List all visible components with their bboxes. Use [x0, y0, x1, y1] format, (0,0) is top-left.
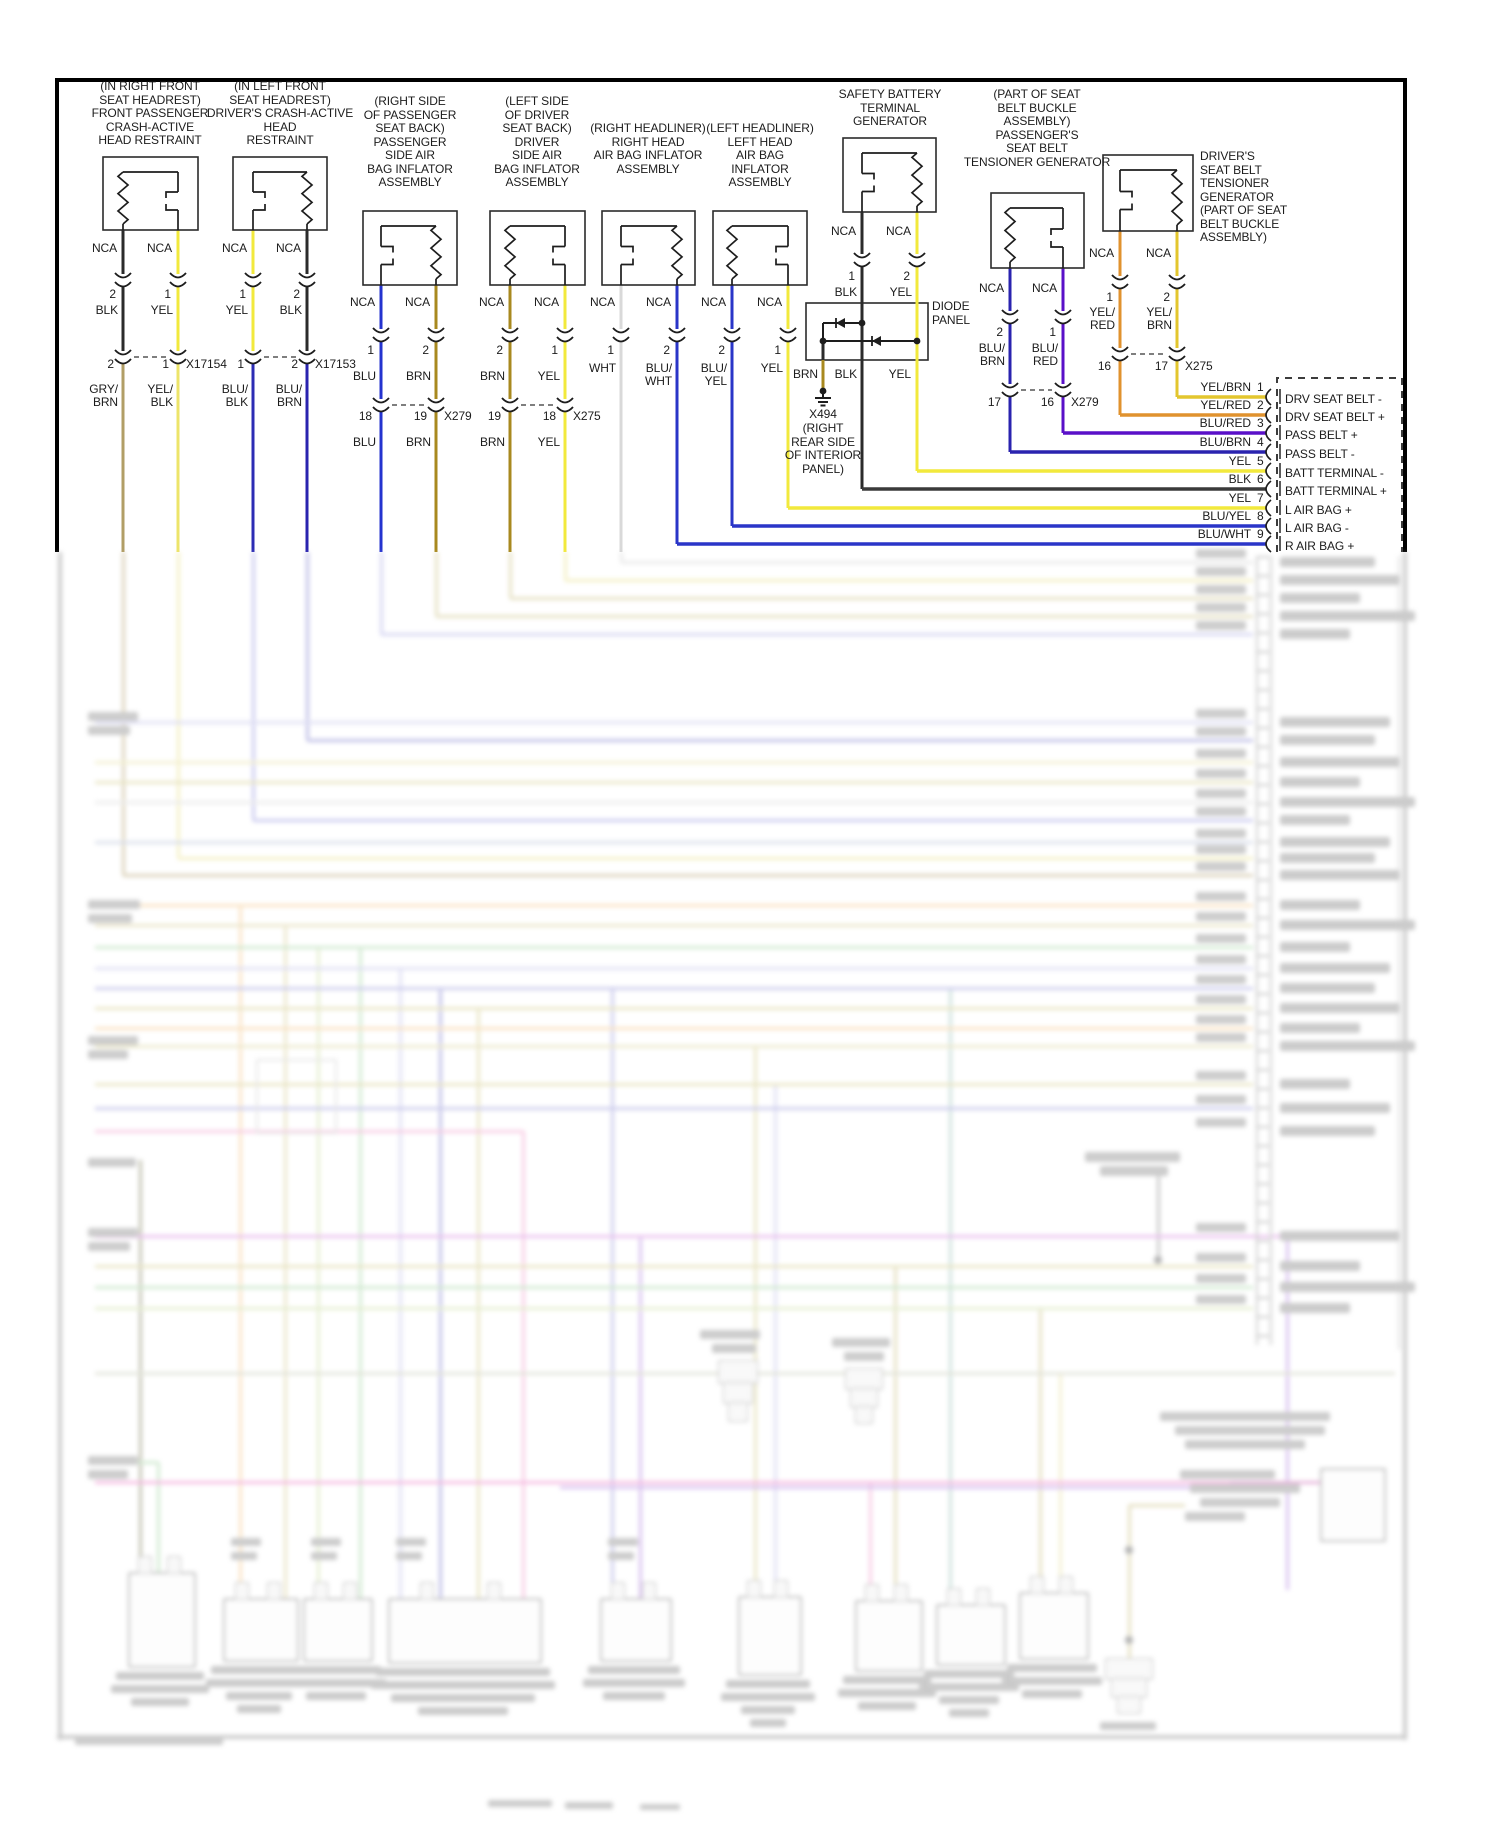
ground-caption-line: REAR SIDE — [791, 434, 855, 449]
component-caption-line: AIR BAG — [736, 148, 784, 162]
diode-panel-label: PANEL — [932, 312, 970, 327]
component-caption-line: SAFETY BATTERY — [838, 87, 942, 101]
component-caption-line: SEAT BACK) — [502, 121, 572, 135]
component-caption-line: TENSIONER GENERATOR — [963, 154, 1111, 169]
component-caption-line: CRASH-ACTIVE — [105, 119, 195, 134]
wire-color-label: YEL — [150, 303, 173, 317]
component-caption-line: OF DRIVER — [504, 107, 570, 122]
component-caption-line: (LEFT HEADLINER) — [706, 121, 814, 135]
pin-number: 2 — [663, 343, 670, 357]
harness-signal-label: BATT TERMINAL - — [1285, 466, 1384, 480]
component-caption-line: TENSIONER — [1200, 176, 1270, 190]
component-caption-line: HEAD — [263, 119, 297, 134]
wire-color-label: BLU/ — [221, 382, 248, 396]
pin-number: 1 — [1106, 290, 1113, 304]
harness-pin: 2 — [1257, 398, 1264, 412]
harness-pin: 3 — [1257, 416, 1264, 430]
component-caption-line: ASSEMBLY) — [1200, 230, 1267, 244]
connector-id: X275 — [1185, 359, 1213, 373]
component-caption-line: ASSEMBLY — [616, 161, 680, 176]
wire-color-label: GRY/ — [89, 382, 118, 396]
component-caption-line: BELT BUCKLE — [1200, 216, 1280, 231]
wire-color-label: BLK — [95, 303, 118, 317]
component-caption-line: SIDE AIR — [512, 148, 562, 162]
connector-pin-number: 1 — [237, 357, 244, 371]
wire-color-label: YEL/ — [147, 382, 173, 396]
harness-wire-color: BLK — [1228, 472, 1251, 486]
harness-pin: 1 — [1257, 380, 1264, 394]
pin-number: 1 — [367, 343, 374, 357]
nca-label: NCA — [349, 295, 375, 309]
connector-pin-number: 19 — [413, 409, 427, 423]
wire-color-label: YEL — [889, 285, 912, 299]
wire-color-label: YEL/ — [1089, 305, 1115, 319]
wire-color-label: BRN — [479, 369, 505, 383]
harness-wire-color: BLU/WHT — [1197, 527, 1251, 541]
pin-number: 2 — [109, 287, 116, 301]
pin-number: 2 — [1163, 290, 1170, 304]
harness-wire-color: YEL/BRN — [1200, 380, 1251, 394]
nca-label: NCA — [533, 295, 559, 309]
pin-number: 1 — [607, 343, 614, 357]
pin-number: 2 — [718, 343, 725, 357]
wire-color-label: BRN — [979, 354, 1005, 368]
component-caption-line: PASSENGER — [373, 134, 447, 149]
wire-color-label: BLU/ — [700, 361, 727, 375]
harness-pin: 7 — [1257, 491, 1264, 505]
component-caption-line: ASSEMBLY) — [1003, 114, 1071, 128]
nca-label: NCA — [830, 224, 856, 238]
wire-color-label: RED — [1032, 354, 1058, 368]
component-caption-line: (PART OF SEAT — [1200, 203, 1288, 217]
harness-wire-color: BLU/BRN — [1199, 435, 1251, 449]
component-caption-line: FRONT PASSENGER — [91, 106, 209, 120]
wire-color-label: BLU — [352, 369, 376, 383]
component-caption-line: (RIGHT HEADLINER) — [590, 121, 706, 135]
component-caption-line: SEAT BACK) — [375, 121, 445, 135]
connector-id: X279 — [444, 409, 472, 423]
wire-color-label: BRN — [405, 369, 431, 383]
component-caption-line: LEFT HEAD — [727, 134, 793, 149]
component-caption-line: OF PASSENGER — [363, 107, 457, 122]
component-caption-line: TERMINAL — [860, 100, 920, 115]
ground-caption-line: (RIGHT — [802, 421, 844, 435]
harness-wire-color: YEL/RED — [1200, 398, 1251, 412]
wire-color-label: WHT — [588, 361, 616, 375]
harness-signal-label: R AIR BAG + — [1285, 539, 1355, 553]
connector-pin-number: 16 — [1040, 395, 1054, 409]
pin-number: 2 — [496, 343, 503, 357]
wire-color-label: YEL — [225, 303, 248, 317]
wire-color-label: BRN — [792, 367, 818, 381]
wire-color-label: BRN — [405, 435, 431, 449]
component-caption-line: DRIVER — [514, 134, 560, 149]
component-caption-line: ASSEMBLY — [505, 175, 569, 189]
nca-label: NCA — [404, 295, 430, 309]
harness-pin: 6 — [1257, 472, 1264, 486]
wire-color-label: BLU — [352, 435, 376, 449]
component-caption-line: SEAT BELT — [1006, 141, 1068, 155]
wire-color-label: BLK — [834, 285, 857, 299]
wire-color-label: BLK — [834, 367, 857, 381]
harness-signal-label: L AIR BAG + — [1285, 503, 1352, 517]
component-caption-line: DRIVER'S CRASH-ACTIVE — [206, 106, 354, 120]
nca-label: NCA — [478, 295, 504, 309]
wire-color-label: BLU/ — [275, 382, 302, 396]
harness-wire-color: YEL — [1228, 454, 1251, 468]
harness-signal-label: DRV SEAT BELT - — [1285, 392, 1382, 406]
pin-number: 1 — [164, 287, 171, 301]
harness-pin: 8 — [1257, 509, 1264, 523]
nca-label: NCA — [700, 295, 726, 309]
pin-number: 1 — [551, 343, 558, 357]
connector-pin-number: 17 — [1154, 359, 1168, 373]
component-caption-line: ASSEMBLY — [728, 175, 792, 189]
nca-label: NCA — [1031, 281, 1057, 295]
pin-number: 1 — [1049, 325, 1056, 339]
nca-label: NCA — [91, 241, 117, 255]
nca-label: NCA — [645, 295, 671, 309]
pin-number: 1 — [239, 287, 246, 301]
pin-number: 2 — [996, 325, 1003, 339]
component-caption-line: (PART OF SEAT — [993, 87, 1081, 101]
component-caption-line: (IN RIGHT FRONT — [100, 79, 200, 93]
connector-pin-number: 16 — [1097, 359, 1111, 373]
component-caption-line: PASSENGER'S — [995, 127, 1079, 142]
connector-id: X17154 — [186, 357, 227, 371]
wire-color-label: YEL — [888, 367, 911, 381]
component-caption-line: (IN LEFT FRONT — [234, 79, 326, 93]
ground-caption-line: OF INTERIOR — [784, 448, 862, 462]
wire-color-label: BLU/ — [978, 341, 1005, 355]
wire-color-label: BLK — [225, 395, 248, 409]
component-caption-line: ASSEMBLY — [378, 175, 442, 189]
harness-pin: 4 — [1257, 435, 1264, 449]
connector-id: X279 — [1071, 395, 1099, 409]
connector-pin-number: 1 — [162, 357, 169, 371]
connector-pin-number: 2 — [291, 357, 298, 371]
component-caption-line: BAG INFLATOR — [367, 161, 453, 176]
harness-pin: 9 — [1257, 527, 1264, 541]
connector-id: X275 — [573, 409, 601, 423]
wire-color-label: WHT — [644, 374, 672, 388]
pin-number: 1 — [848, 269, 855, 283]
nca-label: NCA — [589, 295, 615, 309]
pin-number: 2 — [903, 269, 910, 283]
pin-number: 1 — [774, 343, 781, 357]
component-caption-line: RESTRAINT — [246, 133, 314, 147]
component-caption-line: HEAD RESTRAINT — [98, 133, 202, 147]
harness-wire-color: BLU/RED — [1199, 416, 1251, 430]
nca-label: NCA — [978, 281, 1004, 295]
connector-pin-number: 17 — [987, 395, 1001, 409]
wire-color-label: BLU/ — [645, 361, 672, 375]
pin-number: 2 — [422, 343, 429, 357]
wire-color-label: YEL — [704, 374, 727, 388]
component-caption-line: (LEFT SIDE — [505, 94, 569, 108]
harness-pin: 5 — [1257, 454, 1264, 468]
wire-color-label: YEL/ — [1146, 305, 1172, 319]
nca-label: NCA — [221, 241, 247, 255]
wire-color-label: YEL — [537, 369, 560, 383]
connector-pin-number: 19 — [487, 409, 501, 423]
harness-signal-label: BATT TERMINAL + — [1285, 484, 1387, 498]
nca-label: NCA — [756, 295, 782, 309]
pin-number: 2 — [293, 287, 300, 301]
wire-color-label: BLK — [279, 303, 302, 317]
ground-caption-line: PANEL) — [802, 461, 844, 476]
nca-label: NCA — [275, 241, 301, 255]
connector-id: X17153 — [315, 357, 356, 371]
connector-pin-number: 18 — [542, 409, 556, 423]
component-caption-line: RIGHT HEAD — [611, 134, 685, 149]
harness-signal-label: DRV SEAT BELT + — [1285, 410, 1385, 424]
ground-id: X494 — [809, 407, 837, 421]
nca-label: NCA — [1088, 246, 1114, 260]
harness-signal-label: L AIR BAG - — [1285, 521, 1349, 535]
component-caption-line: GENERATOR — [1200, 189, 1275, 204]
wire-color-label: BLK — [150, 395, 173, 409]
component-caption-line: SEAT BELT — [1200, 162, 1262, 177]
harness-wire-color: YEL — [1228, 491, 1251, 505]
harness-signal-label: PASS BELT - — [1285, 447, 1355, 461]
wire-color-label: BRN — [479, 435, 505, 449]
nca-label: NCA — [146, 241, 172, 255]
wire-color-label: BRN — [92, 395, 118, 409]
wire-color-label: YEL — [760, 361, 783, 375]
connector-pin-number: 18 — [358, 409, 372, 423]
connector-pin-number: 2 — [107, 357, 114, 371]
component-caption-line: SIDE AIR — [385, 148, 435, 162]
harness-signal-label: PASS BELT + — [1285, 428, 1358, 442]
diode-panel-label: DIODE — [932, 299, 970, 313]
wire-color-label: BRN — [1146, 318, 1172, 332]
component-caption-line: AIR BAG INFLATOR — [593, 148, 703, 162]
component-caption-line: BAG INFLATOR — [494, 161, 580, 176]
wire-color-label: YEL — [537, 435, 560, 449]
component-caption-line: GENERATOR — [852, 114, 928, 128]
wire-color-label: BRN — [276, 395, 302, 409]
nca-label: NCA — [1145, 246, 1171, 260]
component-caption-line: SEAT HEADREST) — [99, 92, 201, 107]
wire-color-label: BLU/ — [1031, 341, 1058, 355]
component-caption-line: SEAT HEADREST) — [229, 92, 331, 107]
component-caption-line: DRIVER'S — [1200, 149, 1255, 163]
component-caption-line: INFLATOR — [731, 161, 789, 176]
harness-wire-color: BLU/YEL — [1202, 509, 1251, 523]
component-caption-line: BELT BUCKLE — [997, 100, 1077, 115]
nca-label: NCA — [885, 224, 911, 238]
component-caption-line: (RIGHT SIDE — [374, 94, 446, 108]
wire-color-label: RED — [1089, 318, 1115, 332]
